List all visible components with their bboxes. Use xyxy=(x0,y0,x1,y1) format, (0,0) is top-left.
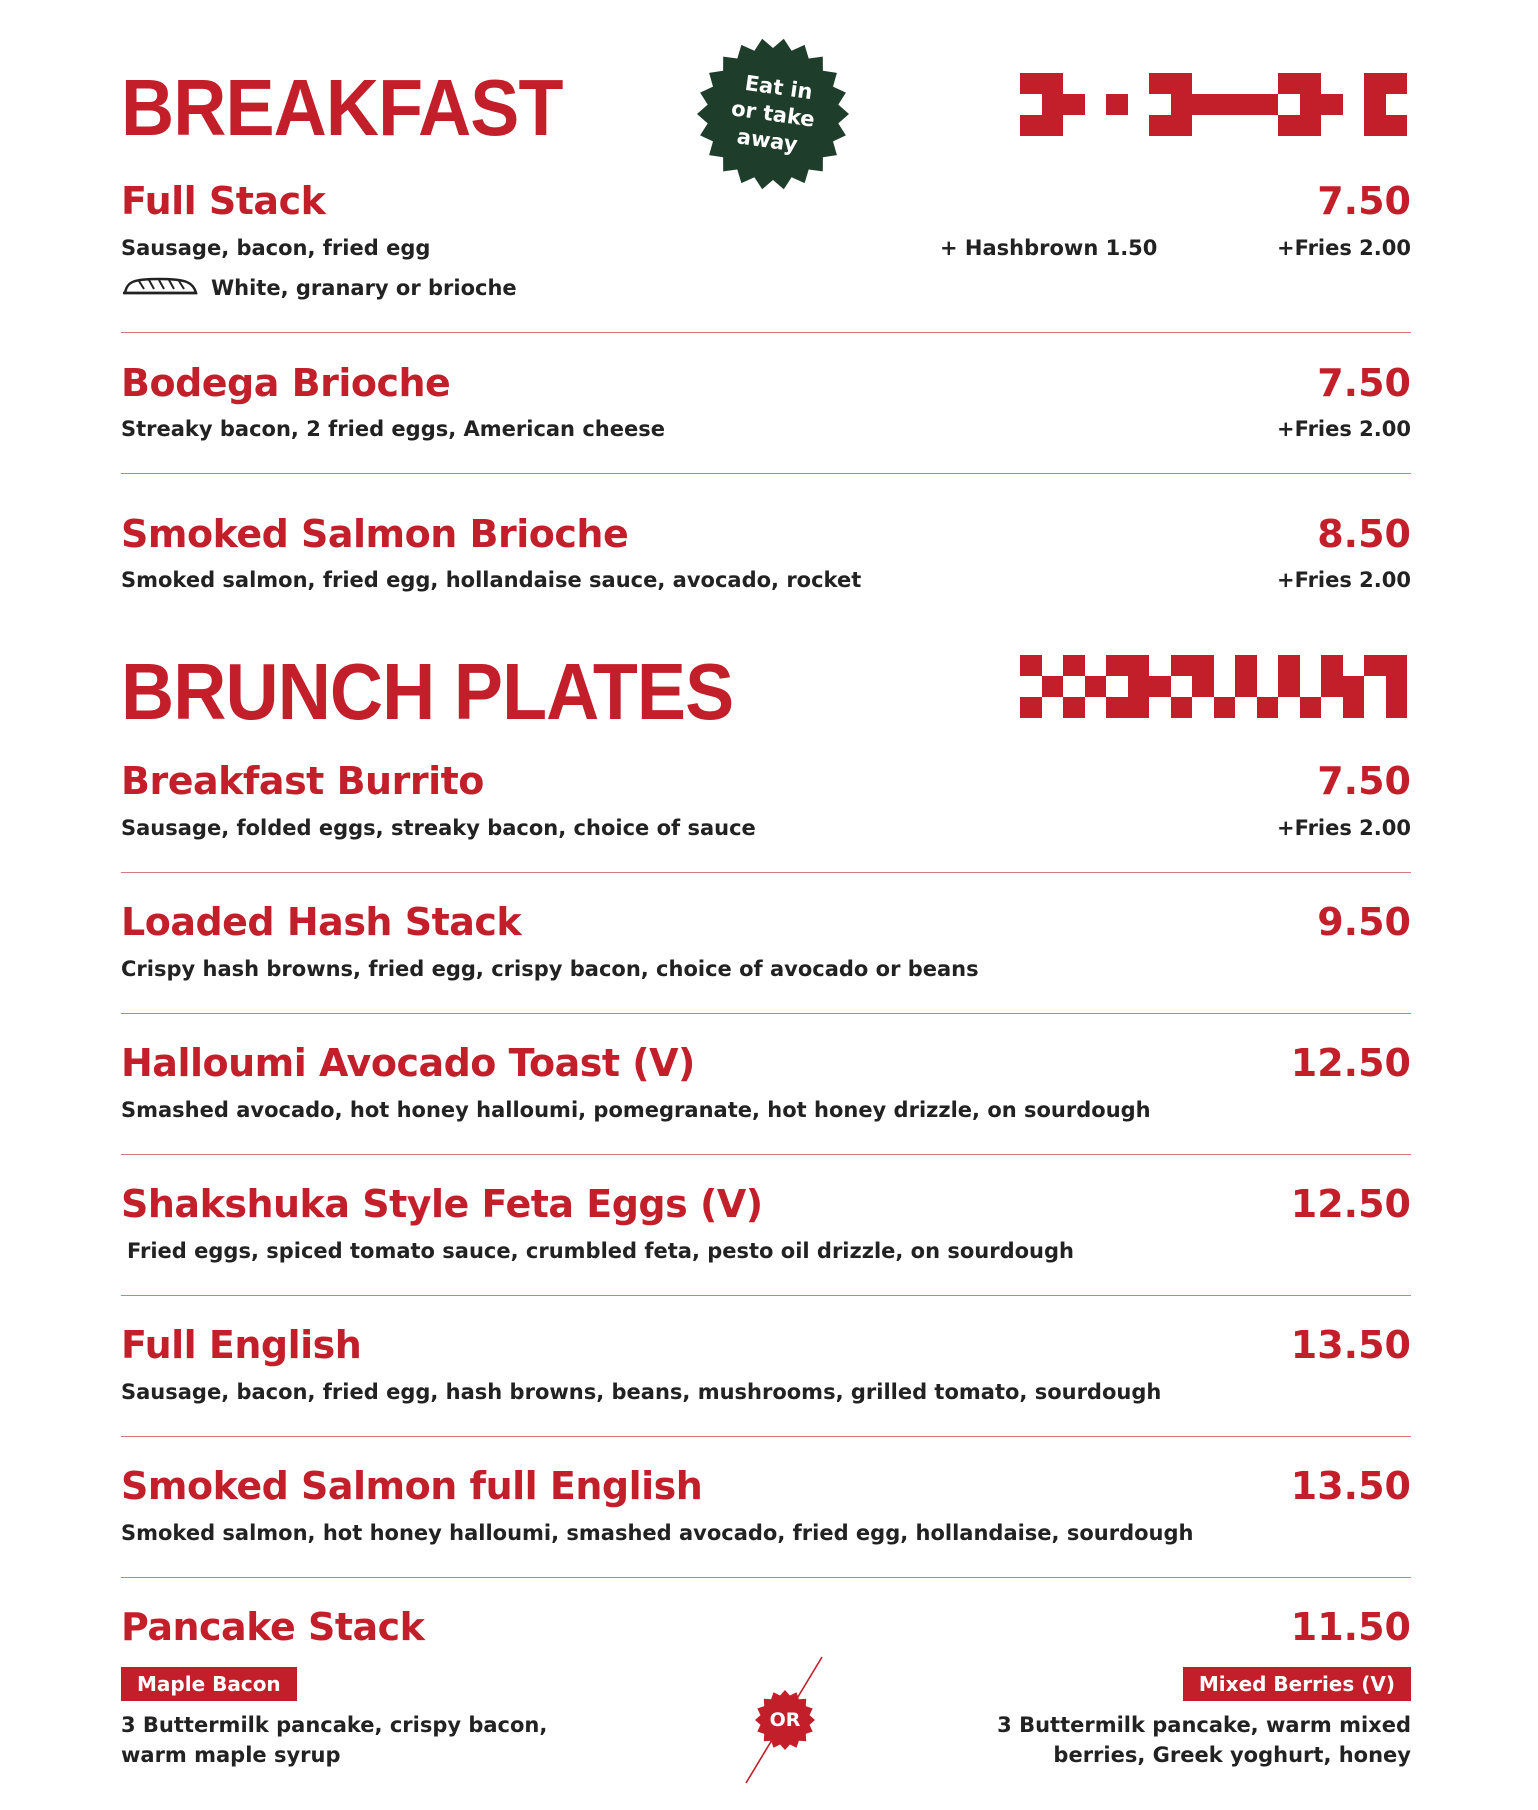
checker-square xyxy=(1300,73,1322,94)
checker-square xyxy=(1106,655,1128,676)
checker-square xyxy=(1321,115,1343,136)
checker-square xyxy=(1386,676,1408,697)
checker-square xyxy=(1343,655,1365,676)
checker-square xyxy=(1149,115,1171,136)
checker-square xyxy=(1343,73,1365,94)
checker-square xyxy=(1321,655,1343,676)
checker-square xyxy=(1020,115,1042,136)
item-name: Full Stack xyxy=(121,179,326,223)
item-description: Smashed avocado, hot honey halloumi, pomegranate, hot honey drizzle, on sourdough xyxy=(121,1098,1151,1122)
checker-square xyxy=(1128,73,1150,94)
checker-square xyxy=(1063,655,1085,676)
checker-square xyxy=(1235,697,1257,718)
divider xyxy=(121,1013,1411,1014)
checker-square xyxy=(1257,697,1279,718)
checker-square xyxy=(1321,73,1343,94)
checker-square xyxy=(1321,676,1343,697)
item-price: 7.50 xyxy=(1317,759,1411,803)
checker-square xyxy=(1020,94,1042,115)
checker-square xyxy=(1214,94,1236,115)
item-description: Sausage, folded eggs, streaky bacon, choice of sauce xyxy=(121,816,756,840)
checker-square xyxy=(1042,94,1064,115)
stamp-line-1: Eat in xyxy=(743,70,815,105)
or-label: OR xyxy=(769,1709,801,1731)
checker-square xyxy=(1257,94,1279,115)
stamp-line-3: away xyxy=(735,124,800,157)
fries-addon: +Fries 2.00 xyxy=(1276,816,1411,840)
item-description: Streaky bacon, 2 fried eggs, American cheese xyxy=(121,417,665,441)
checker-square xyxy=(1321,94,1343,115)
maple-bacon-desc-line-1: 3 Buttermilk pancake, crispy bacon, xyxy=(121,1713,548,1737)
checker-square xyxy=(1386,697,1408,718)
divider xyxy=(121,872,1411,873)
divider xyxy=(121,1436,1411,1437)
checker-square xyxy=(1085,697,1107,718)
checker-square xyxy=(1063,94,1085,115)
checker-square xyxy=(1171,697,1193,718)
item-price: 7.50 xyxy=(1317,361,1411,405)
fries-addon: +Fries 2.00 xyxy=(1276,417,1411,441)
checker-pattern xyxy=(1020,73,1407,136)
item-description: Smoked salmon, hot honey halloumi, smashed avocado, fried egg, hollandaise, sourdough xyxy=(121,1521,1194,1545)
checker-square xyxy=(1128,94,1150,115)
checker-square xyxy=(1214,655,1236,676)
checker-square xyxy=(1257,655,1279,676)
checker-square xyxy=(1257,676,1279,697)
item-name: Smoked Salmon full English xyxy=(121,1464,703,1508)
checker-square xyxy=(1042,676,1064,697)
checker-square xyxy=(1085,94,1107,115)
checker-square xyxy=(1364,655,1386,676)
checker-square xyxy=(1343,94,1365,115)
checker-square xyxy=(1192,73,1214,94)
breakfast-title: BREAKFAST xyxy=(121,63,563,152)
checker-square xyxy=(1278,94,1300,115)
checker-square xyxy=(1321,697,1343,718)
checker-square xyxy=(1020,655,1042,676)
checker-square xyxy=(1128,697,1150,718)
checker-square xyxy=(1278,115,1300,136)
checker-square xyxy=(1171,676,1193,697)
divider xyxy=(121,473,1411,474)
checker-square xyxy=(1214,697,1236,718)
checker-square xyxy=(1085,73,1107,94)
checker-square xyxy=(1149,94,1171,115)
checker-square xyxy=(1192,676,1214,697)
checker-square xyxy=(1020,697,1042,718)
item-description: Sausage, bacon, fried egg xyxy=(121,236,431,260)
checker-square xyxy=(1106,697,1128,718)
checker-square xyxy=(1085,115,1107,136)
item-name: Bodega Brioche xyxy=(121,361,451,405)
checker-square xyxy=(1364,697,1386,718)
maple-bacon-desc-line-2: warm maple syrup xyxy=(121,1743,341,1767)
checker-square xyxy=(1192,655,1214,676)
checker-square xyxy=(1106,115,1128,136)
bread-options: White, granary or brioche xyxy=(211,276,517,300)
item-price: 13.50 xyxy=(1290,1323,1411,1367)
checker-square xyxy=(1278,73,1300,94)
checker-square xyxy=(1063,676,1085,697)
checker-square xyxy=(1106,94,1128,115)
checker-square xyxy=(1020,73,1042,94)
checker-square xyxy=(1149,697,1171,718)
fries-addon: +Fries 2.00 xyxy=(1276,236,1411,260)
checker-square xyxy=(1192,697,1214,718)
checker-square xyxy=(1214,73,1236,94)
checker-square xyxy=(1020,676,1042,697)
item-description: Crispy hash browns, fried egg, crispy bacon, choice of avocado or beans xyxy=(121,957,979,981)
checker-square xyxy=(1386,94,1408,115)
item-price: 13.50 xyxy=(1290,1464,1411,1508)
item-name: Halloumi Avocado Toast (V) xyxy=(121,1041,695,1085)
checker-square xyxy=(1278,676,1300,697)
checker-square xyxy=(1085,655,1107,676)
checker-square xyxy=(1042,697,1064,718)
checker-square xyxy=(1192,115,1214,136)
mixed-berries-tag: Mixed Berries (V) xyxy=(1183,1667,1411,1701)
brunch-title: BRUNCH PLATES xyxy=(121,647,734,736)
checker-square xyxy=(1300,697,1322,718)
badge-icon xyxy=(695,36,851,192)
checker-square xyxy=(1128,115,1150,136)
checker-square xyxy=(1171,655,1193,676)
item-price: 12.50 xyxy=(1290,1041,1411,1085)
item-price: 9.50 xyxy=(1317,900,1411,944)
checker-square xyxy=(1063,73,1085,94)
checker-square xyxy=(1106,676,1128,697)
checker-square xyxy=(1214,676,1236,697)
divider xyxy=(121,1577,1411,1578)
item-name: Pancake Stack xyxy=(121,1605,425,1649)
checker-square xyxy=(1235,94,1257,115)
checker-square xyxy=(1042,115,1064,136)
checker-square xyxy=(1257,115,1279,136)
mixed-berries-desc-line-2: berries, Greek yoghurt, honey xyxy=(1053,1743,1411,1767)
item-name: Smoked Salmon Brioche xyxy=(121,512,629,556)
checker-square xyxy=(1042,73,1064,94)
item-price: 7.50 xyxy=(1317,179,1411,223)
divider xyxy=(121,1295,1411,1296)
checker-square xyxy=(1278,655,1300,676)
checker-square xyxy=(1128,655,1150,676)
bread-icon xyxy=(121,275,199,301)
checker-square xyxy=(1235,115,1257,136)
eat-in-badge xyxy=(695,36,851,192)
checker-square xyxy=(1300,655,1322,676)
checker-square xyxy=(1364,94,1386,115)
divider xyxy=(121,1154,1411,1155)
checker-square xyxy=(1386,115,1408,136)
hashbrown-addon: + Hashbrown 1.50 xyxy=(940,236,1158,260)
item-name: Full English xyxy=(121,1323,362,1367)
fries-addon: +Fries 2.00 xyxy=(1276,568,1411,592)
checker-square xyxy=(1171,73,1193,94)
checker-square xyxy=(1343,676,1365,697)
checker-square xyxy=(1063,697,1085,718)
checker-square xyxy=(1149,73,1171,94)
checker-square xyxy=(1063,115,1085,136)
checker-square xyxy=(1235,676,1257,697)
item-name: Loaded Hash Stack xyxy=(121,900,522,944)
checker-square xyxy=(1192,94,1214,115)
checker-square xyxy=(1364,115,1386,136)
mixed-berries-desc-line-1: 3 Buttermilk pancake, warm mixed xyxy=(997,1713,1411,1737)
checker-square xyxy=(1257,73,1279,94)
checker-square xyxy=(1343,115,1365,136)
item-description: Fried eggs, spiced tomato sauce, crumbled feta, pesto oil drizzle, on sourdough xyxy=(127,1239,1074,1263)
checker-square xyxy=(1300,94,1322,115)
checker-square xyxy=(1364,676,1386,697)
checker-square xyxy=(1300,115,1322,136)
checker-square xyxy=(1128,676,1150,697)
checker-square xyxy=(1235,655,1257,676)
checker-square xyxy=(1364,73,1386,94)
checker-square xyxy=(1386,73,1408,94)
item-price: 12.50 xyxy=(1290,1182,1411,1226)
checker-square xyxy=(1214,115,1236,136)
item-price: 8.50 xyxy=(1317,512,1411,556)
maple-bacon-tag: Maple Bacon xyxy=(121,1667,297,1701)
checker-square xyxy=(1300,676,1322,697)
checker-square xyxy=(1235,73,1257,94)
checker-square xyxy=(1085,676,1107,697)
item-description: Smoked salmon, fried egg, hollandaise sauce, avocado, rocket xyxy=(121,568,862,592)
checker-square xyxy=(1106,73,1128,94)
checker-square xyxy=(1171,115,1193,136)
checker-square xyxy=(1149,655,1171,676)
checker-square xyxy=(1171,94,1193,115)
checker-square xyxy=(1343,697,1365,718)
checker-square xyxy=(1386,655,1408,676)
item-name: Shakshuka Style Feta Eggs (V) xyxy=(121,1182,763,1226)
item-price: 11.50 xyxy=(1290,1605,1411,1649)
or-separator xyxy=(740,1655,830,1785)
checker-pattern xyxy=(1020,655,1407,718)
item-name: Breakfast Burrito xyxy=(121,759,484,803)
checker-square xyxy=(1149,676,1171,697)
checker-square xyxy=(1278,697,1300,718)
stamp-line-2: or take xyxy=(729,96,817,132)
checker-square xyxy=(1042,655,1064,676)
item-description: Sausage, bacon, fried egg, hash browns, beans, mushrooms, grilled tomato, sourdough xyxy=(121,1380,1162,1404)
divider xyxy=(121,332,1411,333)
